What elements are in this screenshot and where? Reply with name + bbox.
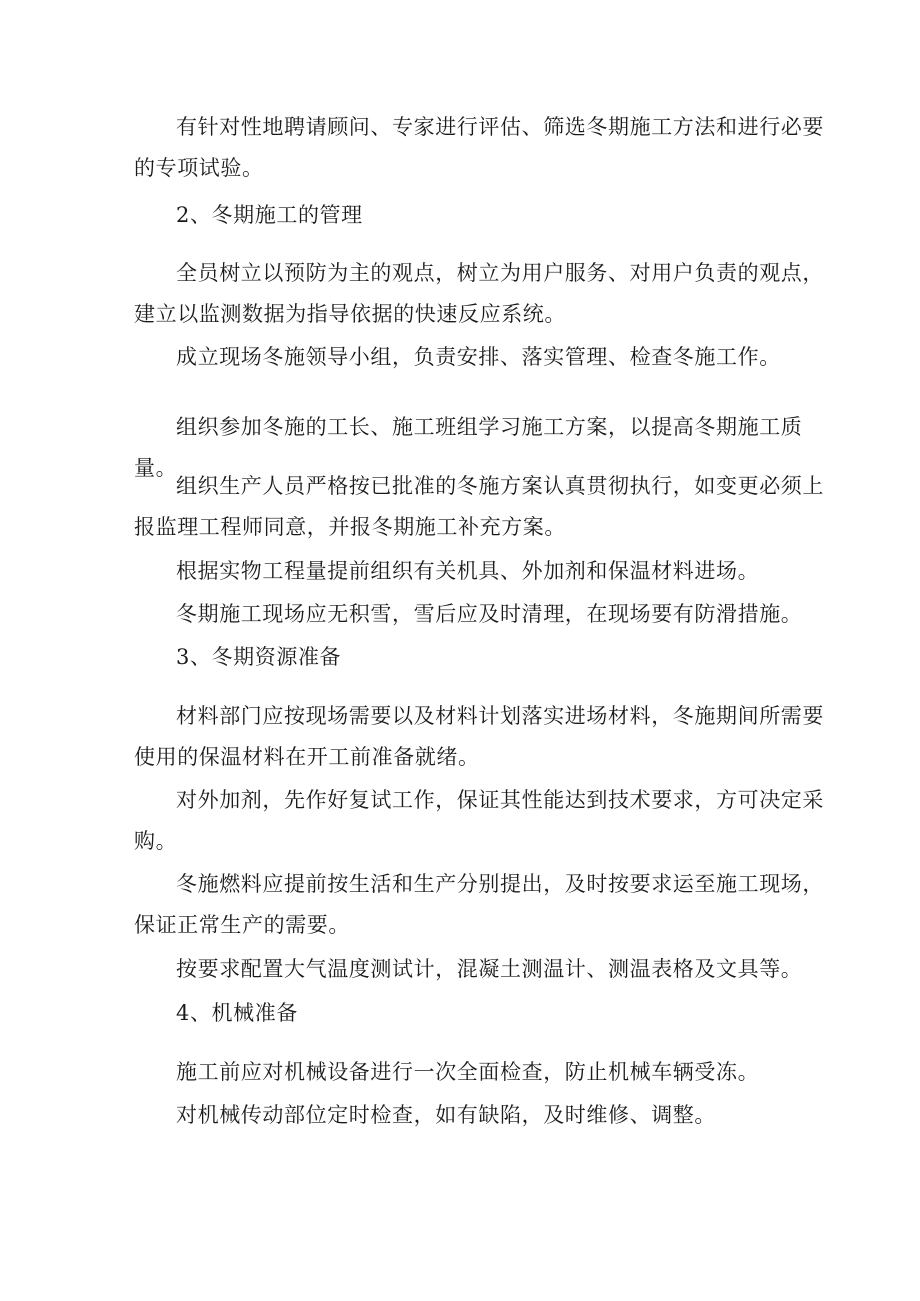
paragraph [134, 949, 803, 990]
paragraph-line: 根据实物工程量提前组织有关机具、外加剂和保温材料进场。 [176, 559, 760, 583]
section-heading: 3、冬期资源准备 [176, 645, 342, 669]
paragraph-line: 材料部门应按现场需要以及材料计划落实进场材料，冬施期间所需要 [176, 704, 824, 728]
paragraph-line: 组织参加冬施的工长、施工班组学习施工方案，以提高冬期施工质 [176, 415, 803, 439]
paragraph [134, 864, 824, 946]
paragraph-line: 有针对性地聘请顾问、专家进行评估、筛选冬期施工方法和进行必要 [176, 115, 824, 139]
paragraph-line: 组织生产人员严格按已批准的冬施方案认真贯彻执行，如变更必须上 [176, 474, 824, 498]
paragraph-line: 成立现场冬施领导小组，负责安排、落实管理、检查冬施工作。 [176, 345, 781, 369]
paragraph [134, 551, 794, 592]
paragraph [134, 780, 824, 862]
paragraph [134, 1095, 794, 1136]
paragraph-line: 建立以监测数据为指导依据的快速反应系统。 [134, 302, 566, 326]
paragraph-line: 按要求配置大气温度测试计，混凝土测温计、测温表格及文具等。 [176, 957, 803, 981]
paragraph [134, 594, 803, 635]
paragraph-line: 冬施燃料应提前按生活和生产分别提出，及时按要求运至施工现场， [176, 872, 824, 896]
paragraph [134, 466, 824, 548]
paragraph-line: 冬期施工现场应无积雪，雪后应及时清理，在现场要有防滑措施。 [176, 602, 803, 626]
section-heading: 2、冬期施工的管理 [176, 203, 363, 227]
paragraph-line: 全员树立以预防为主的观点，树立为用户服务、对用户负责的观点， [176, 261, 824, 285]
paragraph-line: 保证正常生产的需要。 [134, 913, 350, 937]
paragraph-line: 的专项试验。 [134, 156, 264, 180]
paragraph-line: 施工前应对机械设备进行一次全面检查，防止机械车辆受冻。 [176, 1060, 760, 1084]
paragraph-line: 报监理工程师同意，并报冬期施工补充方案。 [134, 515, 566, 539]
paragraph [134, 253, 824, 335]
paragraph [134, 337, 794, 378]
paragraph [134, 107, 824, 189]
paragraph-line: 购。 [134, 829, 178, 853]
paragraph-line: 对外加剂，先作好复试工作，保证其性能达到技术要求，方可决定采 [176, 788, 824, 812]
paragraph-line: 使用的保温材料在开工前准备就绪。 [134, 745, 480, 769]
section-heading: 4、机械准备 [176, 1001, 298, 1025]
paragraph [134, 1052, 794, 1093]
paragraph-line: 量。 [134, 456, 178, 480]
paragraph-line: 对机械传动部位定时检查，如有缺陷，及时维修、调整。 [176, 1103, 716, 1127]
paragraph [134, 696, 824, 778]
